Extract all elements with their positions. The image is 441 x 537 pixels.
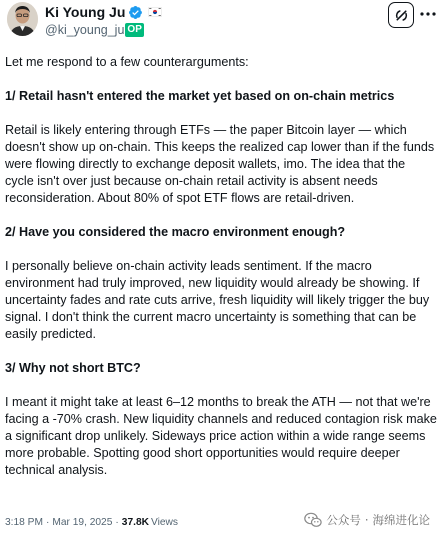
post-heading-3: 3/ Why not short BTC? xyxy=(5,361,141,375)
post-time[interactable]: 3:18 PM xyxy=(5,517,43,528)
watermark xyxy=(304,510,430,530)
post-paragraph-2: I personally believe on-chain activity leads sentiment. If the macro environment had truly improved, new liquidity would already be showing. If uncertainty fades and rate cuts arrive, fresh liquidity will likely trigger the buy signal. I don't think the current macro uncertainty is something that can be easily predicted. xyxy=(5,259,430,341)
post-header xyxy=(5,0,441,44)
author-handle[interactable]: @ki_young_ju xyxy=(45,23,125,37)
more-options-icon xyxy=(420,12,436,16)
views-label: Views xyxy=(150,517,178,528)
op-badge: OP xyxy=(127,24,142,35)
author-name-line xyxy=(45,3,162,21)
post-paragraph-intro: Let me respond to a few counterarguments: xyxy=(5,55,249,69)
author-display-name[interactable]: Ki Young Ju xyxy=(45,4,126,20)
post-heading-1: 1/ Retail hasn't entered the market yet based on on-chain metrics xyxy=(5,89,395,103)
wechat-icon xyxy=(304,512,322,528)
post-paragraph-1: Retail is likely entering through ETFs — the paper Bitcoin layer — which doesn't show up on-chain. This keeps the realized cap lower than if the funds were flowing directly to exchange deposit wallets, imo. The idea that the cycle isn't over just because on-chain retail activity is absent needs reconsideration. About 80% of spot ETF flows are retail-driven. xyxy=(5,123,435,205)
post-body xyxy=(5,54,437,496)
author-handle-line xyxy=(45,22,144,38)
verified-badge-icon xyxy=(128,5,143,20)
views-count[interactable]: 37.8K xyxy=(121,517,149,528)
more-options-button[interactable] xyxy=(419,6,437,22)
post-meta xyxy=(5,514,178,531)
post-paragraph-3: I meant it might take at least 6–12 months to break the ATH — not that we're facing a -70% crash. New liquidity channels and reduced contagion risk make a significant drop unlikely. Sideways price action within a wide range seems more probable. Spotting good short opportunities would require deeper technical analysis. xyxy=(5,395,437,477)
south-korea-flag-icon xyxy=(148,7,162,17)
meta-separator: · xyxy=(115,517,119,528)
person-avatar-icon xyxy=(7,2,38,36)
watermark-separator: · xyxy=(364,513,369,527)
grok-icon xyxy=(394,8,409,23)
meta-separator: · xyxy=(45,517,50,528)
avatar[interactable] xyxy=(7,2,38,36)
watermark-source: 公众号 xyxy=(326,513,361,527)
post-heading-2: 2/ Have you considered the macro environment enough? xyxy=(5,225,346,239)
post-date[interactable]: Mar 19, 2025 xyxy=(52,517,113,528)
grok-button[interactable] xyxy=(388,2,414,28)
watermark-account: 海绵进化论 xyxy=(372,513,430,527)
